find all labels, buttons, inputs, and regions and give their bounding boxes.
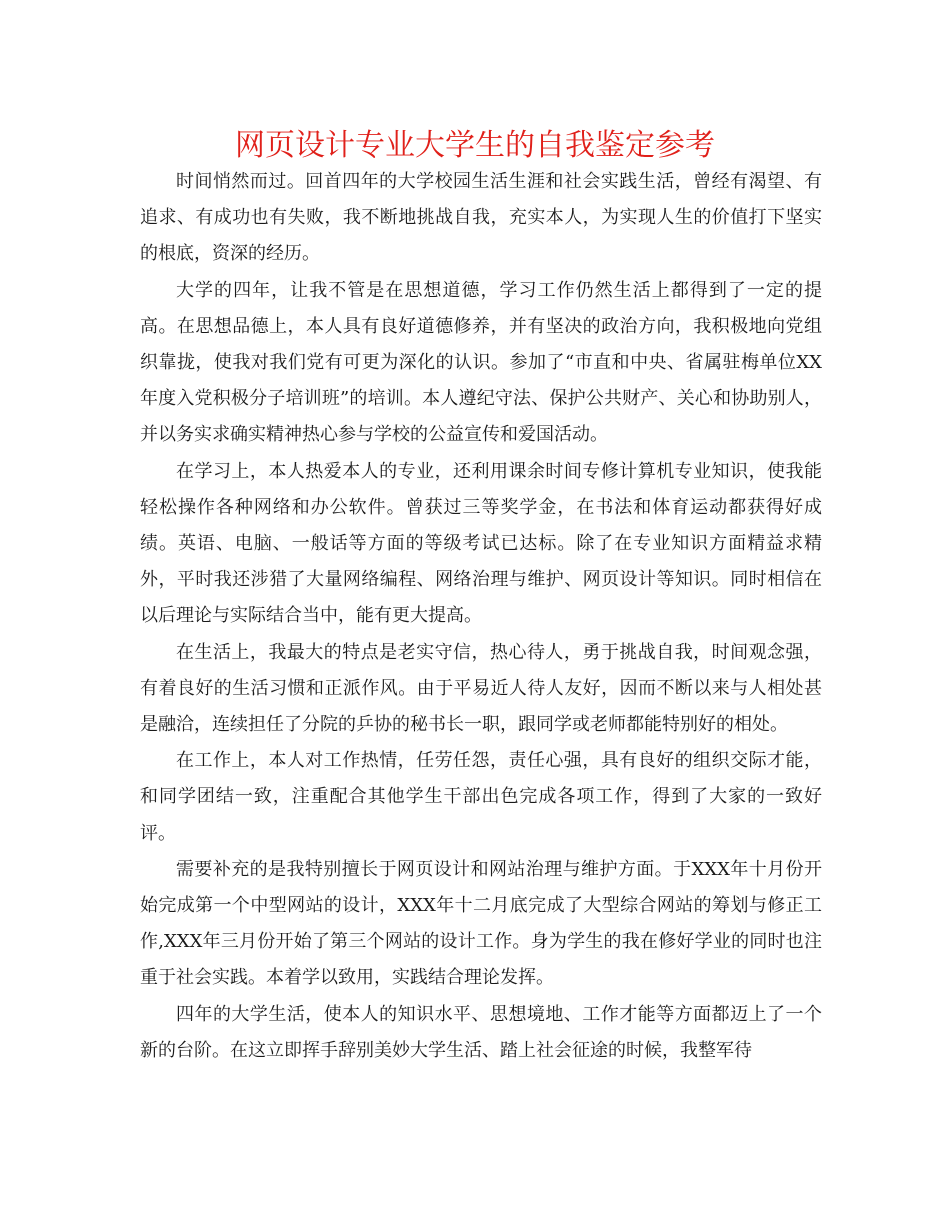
paragraph-web-design: 需要补充的是我特别擅长于网页设计和网站治理与维护方面。于XXX年十月份开始完成第一个中型网站的设计，XXX年十二月底完成了大型综合网站的筹划与修正工作,XXX年三月份开始了第三个网站的设计工作。身为学生的我在修好学业的同时也注重于社会实践。本着学以致用，实践结合理论发挥。 bbox=[140, 858, 822, 989]
document-body bbox=[140, 164, 822, 1069]
paragraph-life: 在生活上，我最大的特点是老实守信，热心待人，勇于挑战自我，时间观念强，有着良好的生活习惯和正派作风。由于平易近人待人友好，因而不断以来与人相处甚是融洽，连续担任了分院的乒协的秘书长一职，跟同学或老师都能特别好的相处。 bbox=[140, 641, 822, 736]
paragraph-ideology: 大学的四年，让我不管是在思想道德，学习工作仍然生活上都得到了一定的提高。在思想品德上，本人具有良好道德修养，并有坚决的政治方向，我积极地向党组织靠拢，使我对我们党有可更为深化的认识。参加了“市直和中央、省属驻梅单位XX年度入党积极分子培训班”的培训。本人遵纪守法、保护公共财产、关心和协助别人，并以务实求确实精神热心参与学校的公益宣传和爱国活动。 bbox=[140, 279, 822, 446]
paragraph-study: 在学习上，本人热爱本人的专业，还利用课余时间专修计算机专业知识，使我能轻松操作各种网络和办公软件。曾获过三等奖学金，在书法和体育运动都获得好成绩。英语、电脑、一般话等方面的等级考试已达标。除了在专业知识方面精益求精外，平时我还涉猎了大量网络编程、网络治理与维护、网页设计等知识。同时相信在以后理论与实际结合当中，能有更大提高。 bbox=[140, 460, 822, 627]
paragraph-conclusion: 四年的大学生活，使本人的知识水平、思想境地、工作才能等方面都迈上了一个新的台阶。在这立即挥手辞别美妙大学生活、踏上社会征途的时候，我整军待 bbox=[140, 1003, 822, 1061]
document-title: 网页设计专业大学生的自我鉴定参考 bbox=[235, 128, 715, 163]
paragraph-intro: 时间悄然而过。回首四年的大学校园生活生涯和社会实践生活，曾经有渴望、有追求、有成功也有失败，我不断地挑战自我，充实本人，为实现人生的价值打下坚实的根底，资深的经历。 bbox=[140, 171, 822, 265]
paragraph-work: 在工作上，本人对工作热情，任劳任怨，责任心强，具有良好的组织交际才能，和同学团结一致，注重配合其他学生干部出色完成各项工作，得到了大家的一致好评。 bbox=[140, 750, 822, 844]
